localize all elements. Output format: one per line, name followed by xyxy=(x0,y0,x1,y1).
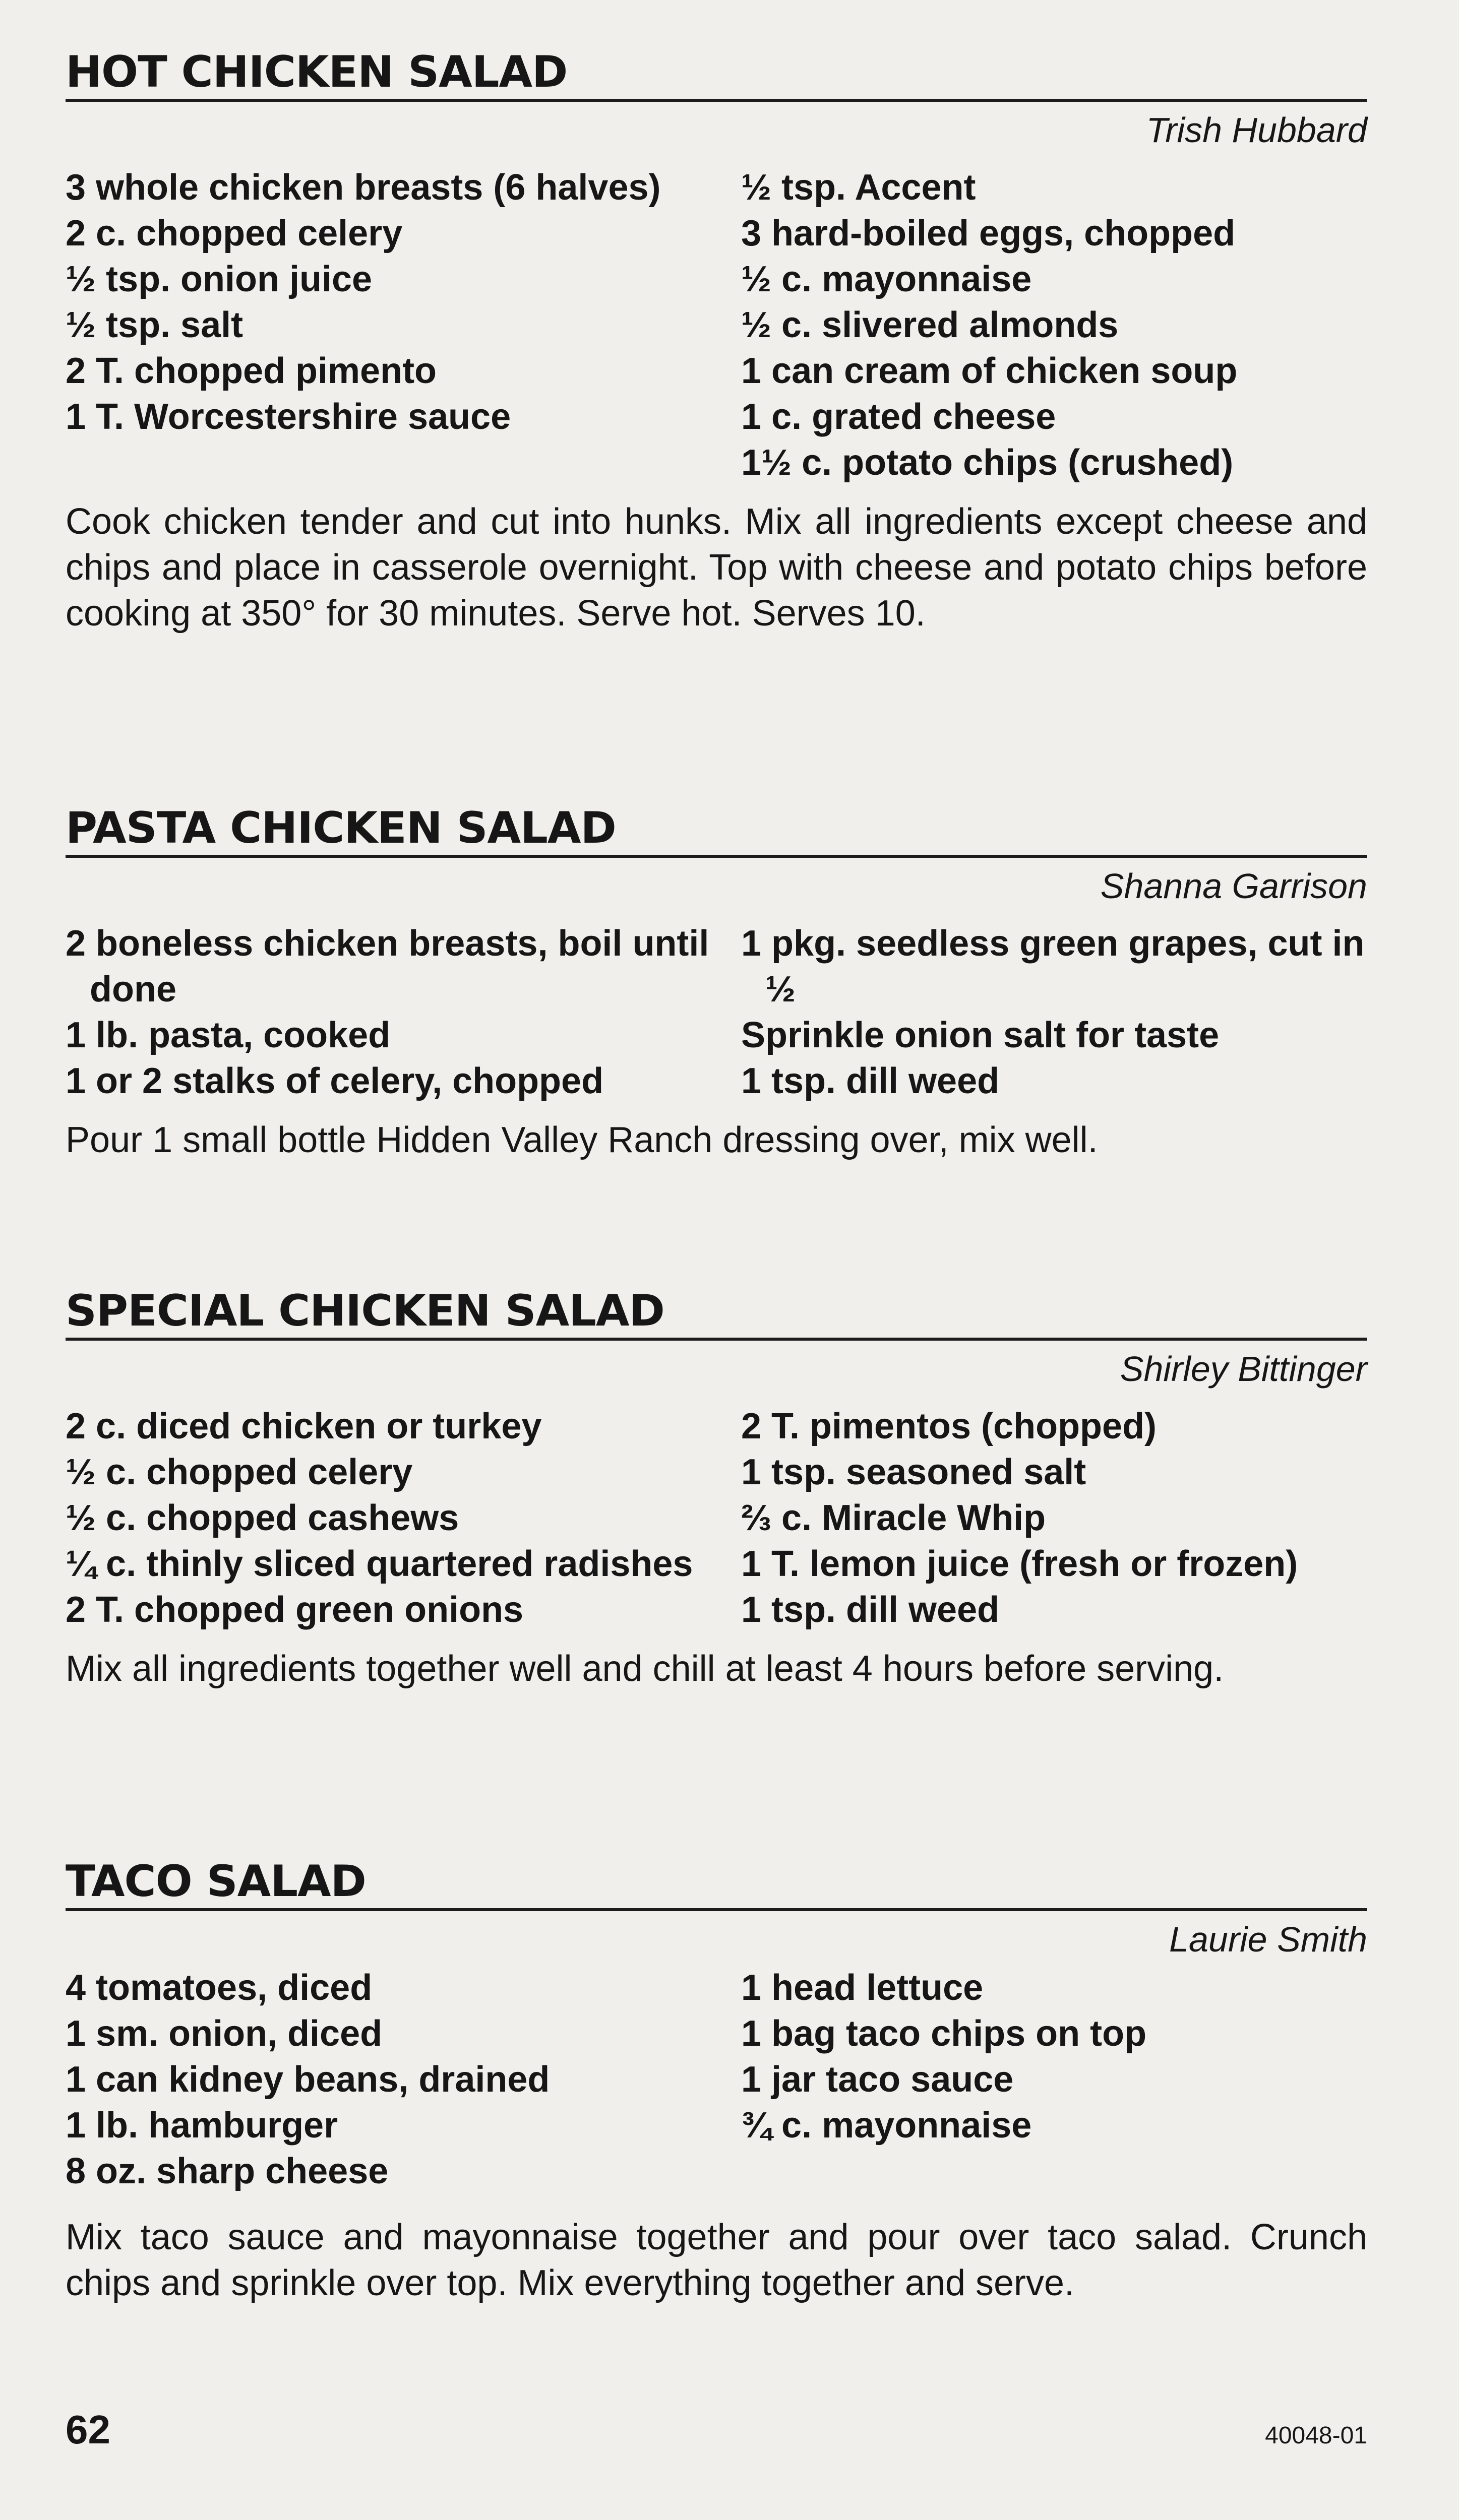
ingredient-column-left xyxy=(66,1404,741,1633)
ingredient: 1 sm. onion, diced xyxy=(66,2013,383,2054)
page-footer xyxy=(66,2407,1367,2453)
ingredient: 1 jar taco sauce xyxy=(741,2059,1014,2100)
ingredient: ½ tsp. Accent xyxy=(741,167,976,208)
ingredient: ⅔ c. Miracle Whip xyxy=(741,1497,1046,1538)
ingredient: 1 pkg. seedless green grapes, cut in ½ xyxy=(741,923,1365,1010)
ingredient: 2 T. chopped pimento xyxy=(66,350,437,391)
recipe-hot-chicken-salad xyxy=(66,47,1367,637)
ingredient: ½ c. chopped cashews xyxy=(66,1497,459,1538)
ingredient: 2 c. chopped celery xyxy=(66,213,403,254)
recipe-directions: Cook chicken tender and cut into hunks. Mix all ingredients except cheese and chips and place in casserole overnight. Top with cheese and potato chips before cooking at 350° for 30 minutes. Serve hot. Serves 10. xyxy=(66,501,1367,634)
ingredient-column-left xyxy=(66,921,741,1104)
ingredient: 3 hard-boiled eggs, chopped xyxy=(741,213,1236,254)
ingredient: 2 c. diced chicken or turkey xyxy=(66,1406,542,1446)
recipe-directions: Mix taco sauce and mayonnaise together and pour over taco salad. Crunch chips and sprinkle over top. Mix everything together and serve. xyxy=(66,2217,1367,2303)
recipe-author: Shanna Garrison xyxy=(1100,866,1367,906)
recipe-author: Trish Hubbard xyxy=(1146,110,1367,150)
ingredient: 2 T. pimentos (chopped) xyxy=(741,1406,1157,1446)
ingredient-column-right xyxy=(741,921,1366,1104)
ingredient-list xyxy=(66,921,1367,1104)
ingredient: 1 lb. pasta, cooked xyxy=(66,1015,391,1055)
ingredient-column-right xyxy=(741,1965,1366,2194)
ingredient-list xyxy=(66,1404,1367,1633)
ingredient-column-left xyxy=(66,1965,741,2194)
ingredient: 1 T. lemon juice (fresh or frozen) xyxy=(741,1543,1298,1584)
ingredient: 2 boneless chicken breasts, boil until done xyxy=(66,923,709,1010)
recipe-directions: Pour 1 small bottle Hidden Valley Ranch dressing over, mix well. xyxy=(66,1119,1098,1160)
ingredient: 1 or 2 stalks of celery, chopped xyxy=(66,1060,604,1101)
ingredient: 1 c. grated cheese xyxy=(741,396,1056,437)
recipe-title: HOT CHICKEN SALAD xyxy=(66,50,1367,102)
recipe-title: TACO SALAD xyxy=(66,1860,1367,1911)
ingredient: 3 whole chicken breasts (6 halves) xyxy=(66,167,661,208)
ingredient: 1 tsp. seasoned salt xyxy=(741,1452,1086,1492)
ingredient-column-left xyxy=(66,165,741,486)
recipe-author: Laurie Smith xyxy=(1169,1920,1367,1959)
recipe-title: PASTA CHICKEN SALAD xyxy=(66,806,1367,858)
ingredient: 1 can cream of chicken soup xyxy=(741,350,1238,391)
ingredient: 4 tomatoes, diced xyxy=(66,1967,373,2008)
ingredient: 1 tsp. dill weed xyxy=(741,1589,1000,1630)
recipe-special-chicken-salad xyxy=(66,1286,1367,1692)
ingredient: 2 T. chopped green onions xyxy=(66,1589,524,1630)
recipe-pasta-chicken-salad xyxy=(66,803,1367,1163)
recipe-taco-salad xyxy=(66,1856,1367,2306)
ingredient: ¾ c. mayonnaise xyxy=(741,2105,1032,2146)
ingredient-column-right xyxy=(741,165,1366,486)
recipe-title: SPECIAL CHICKEN SALAD xyxy=(66,1289,1367,1341)
ingredient-list xyxy=(66,1965,1367,2194)
ingredient: ¼ c. thinly sliced quartered radishes xyxy=(66,1543,693,1584)
ingredient-list xyxy=(66,165,1367,486)
page-number: 62 xyxy=(66,2407,110,2452)
ingredient: ½ c. mayonnaise xyxy=(741,259,1032,299)
ingredient: 1 bag taco chips on top xyxy=(741,2013,1147,2054)
ingredient-column-right xyxy=(741,1404,1366,1633)
ingredient: ½ c. slivered almonds xyxy=(741,304,1119,345)
ingredient: 1½ c. potato chips (crushed) xyxy=(741,442,1234,483)
recipe-directions: Mix all ingredients together well and chill at least 4 hours before serving. xyxy=(66,1648,1224,1689)
ingredient: Sprinkle onion salt for taste xyxy=(741,1015,1220,1055)
ingredient: 1 head lettuce xyxy=(741,1967,984,2008)
ingredient: 1 lb. hamburger xyxy=(66,2105,338,2146)
ingredient: 1 tsp. dill weed xyxy=(741,1060,1000,1101)
ingredient: 1 T. Worcestershire sauce xyxy=(66,396,511,437)
ingredient: ½ tsp. salt xyxy=(66,304,244,345)
ingredient: ½ c. chopped celery xyxy=(66,1452,413,1492)
ingredient: 8 oz. sharp cheese xyxy=(66,2151,389,2191)
recipe-author: Shirley Bittinger xyxy=(1120,1349,1367,1389)
ingredient: ½ tsp. onion juice xyxy=(66,259,373,299)
ingredient: 1 can kidney beans, drained xyxy=(66,2059,550,2100)
print-code: 40048-01 xyxy=(1265,2422,1367,2449)
